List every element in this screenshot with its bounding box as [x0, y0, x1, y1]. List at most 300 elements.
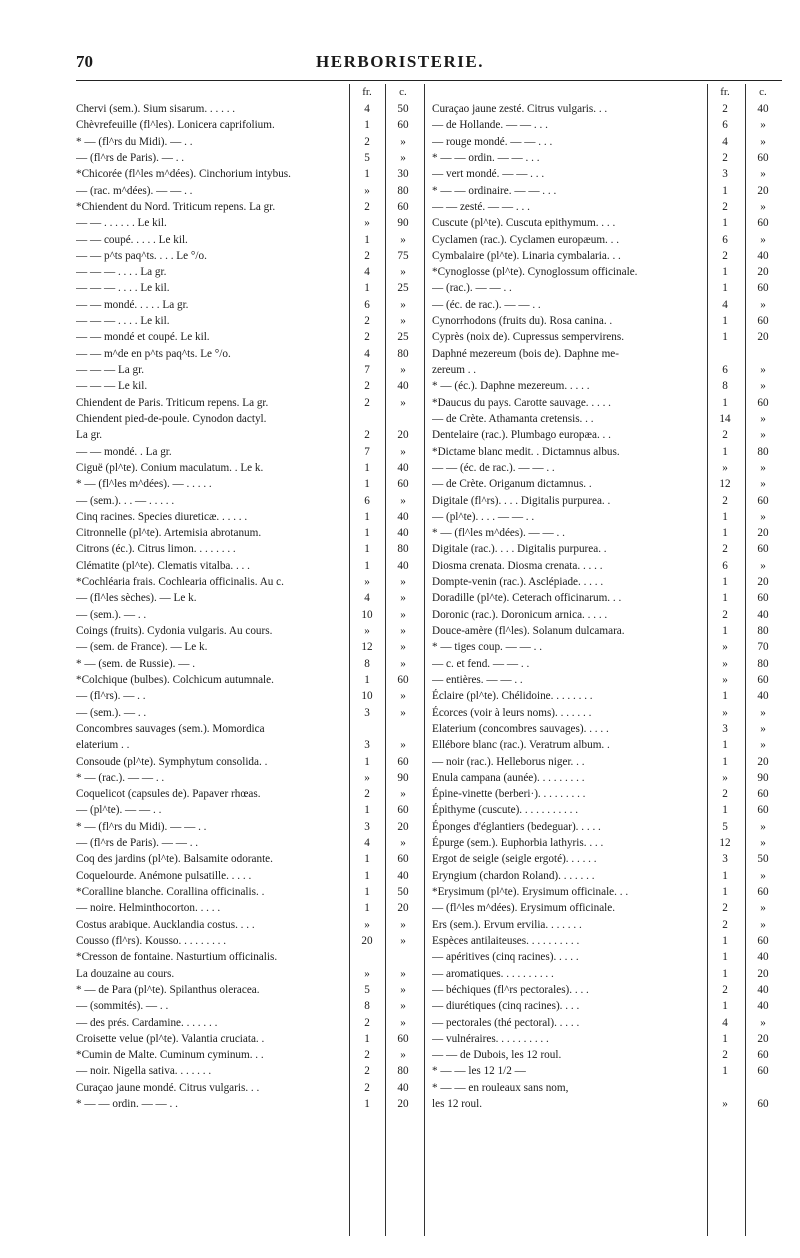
entry-row — [76, 541, 422, 557]
entry-row — [76, 280, 422, 296]
price-centimes: » — [400, 1016, 406, 1029]
price-francs: 8 — [364, 1000, 370, 1013]
left-column — [76, 84, 422, 1112]
price-francs: 3 — [722, 168, 728, 181]
entry-name: — (sem.). — . . — [76, 608, 147, 621]
entry-row — [432, 427, 782, 443]
entry-row — [432, 900, 782, 916]
entry-name: *Coralline blanche. Corallina officinalis. . — [76, 886, 265, 898]
price-francs: 6 — [722, 119, 728, 132]
price-centimes: » — [400, 983, 406, 996]
entry-row — [76, 656, 422, 672]
entry-name: *Dictame blanc medit. . Dictamnus albus. — [432, 445, 620, 458]
price-francs: 1 — [722, 934, 728, 947]
entry-name: Citrons (éc.). Citrus limon. . . . . . . . — [76, 543, 236, 556]
price-centimes: 80 — [397, 184, 409, 197]
entry-row — [432, 509, 782, 525]
price-centimes: » — [400, 576, 406, 589]
price-francs: 6 — [364, 298, 370, 311]
price-centimes: 40 — [397, 1081, 409, 1094]
price-francs: 2 — [722, 902, 728, 915]
entry-name: — (rac.). — — . . — [432, 282, 512, 295]
price-francs: 8 — [722, 380, 728, 393]
entry-row — [76, 574, 422, 590]
price-francs: » — [364, 771, 370, 784]
price-centimes: 60 — [757, 282, 769, 295]
price-centimes: 40 — [397, 461, 409, 474]
price-francs: 1 — [722, 739, 728, 752]
entry-name: *Cynoglosse (pl^te). Cynoglossum officinale. — [432, 266, 638, 279]
entry-name: * — — ordin. — — . . — [76, 1098, 178, 1111]
entry-name: — pectorales (thé pectoral). . . . . — [432, 1016, 580, 1029]
price-francs: 2 — [722, 1049, 728, 1062]
entry-row — [76, 917, 422, 933]
price-centimes: » — [400, 837, 406, 850]
entry-row — [76, 411, 422, 427]
entry-row — [76, 884, 422, 900]
price-francs: 5 — [722, 820, 728, 833]
entry-name: *Chiendent du Nord. Triticum repens. La gr. — [76, 200, 276, 213]
price-francs: 1 — [364, 527, 370, 540]
price-centimes: 60 — [397, 119, 409, 132]
price-centimes: 80 — [757, 445, 769, 458]
price-francs: » — [722, 771, 728, 784]
entry-name: — (rac. m^dées). — — . . — [76, 184, 193, 197]
entry-row — [76, 117, 422, 133]
price-centimes: » — [760, 380, 766, 393]
price-francs: 1 — [722, 886, 728, 898]
entry-name: — — p^ts paq^ts. . . . Le °/o. — [76, 249, 207, 262]
price-centimes: 20 — [757, 331, 769, 344]
price-centimes: » — [400, 690, 406, 703]
entry-name: Cyprès (noix de). Cupressus sempervirens. — [432, 331, 625, 344]
price-francs: 14 — [719, 412, 731, 425]
price-centimes: » — [760, 135, 766, 148]
price-francs: 2 — [364, 249, 370, 262]
price-francs: 1 — [364, 510, 370, 523]
entry-name: * — — les 12 1/2 — — [432, 1065, 526, 1078]
entry-row — [76, 264, 422, 280]
price-centimes: 60 — [757, 543, 769, 556]
price-centimes: » — [400, 1000, 406, 1013]
entry-name: Ers (sem.). Ervum ervilia. . . . . . . — [432, 918, 582, 931]
column-divider — [385, 84, 386, 1236]
entry-name: Écorces (voir à leurs noms). . . . . . . — [432, 706, 592, 719]
entry-name: Cyclamen (rac.). Cyclamen europæum. . . — [432, 233, 620, 246]
entry-name: *Colchique (bulbes). Colchicum autumnale. — [76, 673, 274, 686]
price-francs: 1 — [364, 755, 370, 768]
entry-row — [432, 590, 782, 606]
price-centimes: 60 — [397, 1032, 409, 1045]
entry-row — [76, 851, 422, 867]
price-centimes: 60 — [757, 804, 769, 817]
price-francs: 2 — [722, 200, 728, 213]
price-centimes: 60 — [757, 1049, 769, 1062]
entry-name: Chiendent de Paris. Triticum repens. La gr. — [76, 396, 269, 409]
price-francs: » — [722, 461, 728, 474]
entry-name: *Cochléaria frais. Cochlearia officinalis. Au c. — [76, 576, 284, 589]
price-francs: 4 — [364, 103, 370, 115]
price-francs: 6 — [722, 364, 728, 376]
entry-row — [432, 623, 782, 639]
entry-name: — — coupé. . . . . Le kil. — [76, 233, 188, 246]
price-centimes: 20 — [397, 1098, 409, 1111]
entry-row — [432, 460, 782, 476]
price-francs: 2 — [722, 103, 728, 115]
entry-row — [76, 476, 422, 492]
price-centimes: 80 — [397, 1065, 409, 1078]
price-centimes: » — [760, 461, 766, 474]
price-francs: 6 — [722, 233, 728, 246]
price-francs: 2 — [364, 1065, 370, 1078]
entry-name: Digitale (fl^rs). . . . Digitalis purpurea. . — [432, 494, 611, 507]
entry-row — [432, 117, 782, 133]
price-centimes: 20 — [757, 1032, 769, 1045]
price-centimes: » — [400, 494, 406, 507]
entry-row — [432, 770, 782, 786]
entry-row — [76, 362, 422, 378]
entry-row — [432, 688, 782, 704]
price-centimes: 40 — [397, 559, 409, 572]
entry-name: — (sem.). . . — . . . . . — [76, 494, 175, 507]
entry-row — [432, 444, 782, 460]
price-francs: 2 — [364, 788, 370, 801]
entry-row — [432, 1047, 782, 1063]
price-francs: » — [364, 918, 370, 931]
price-centimes: 25 — [397, 282, 409, 295]
price-centimes: » — [400, 151, 406, 164]
entry-name: — noire. Helminthocorton. . . . . — [76, 902, 221, 915]
entry-name: * — (fl^rs du Midi). — — . . — [76, 820, 207, 833]
entry-name: — (fl^les m^dées). Erysimum officinale. — [432, 902, 616, 915]
price-francs: 1 — [364, 886, 370, 898]
entry-row — [76, 998, 422, 1014]
entry-name: Épine-vinette (berberi·). . . . . . . . . — [432, 788, 586, 801]
price-francs: » — [722, 706, 728, 719]
entry-name: — noir (rac.). Helleborus niger. . . — [432, 755, 585, 768]
entry-row — [432, 362, 782, 378]
price-centimes: » — [760, 200, 766, 213]
entry-name: Eryngium (chardon Roland). . . . . . . — [432, 869, 595, 882]
price-francs: 5 — [364, 151, 370, 164]
price-francs: 2 — [722, 429, 728, 442]
price-centimes: 60 — [757, 886, 769, 898]
entry-row — [76, 819, 422, 835]
price-centimes: » — [400, 641, 406, 654]
entry-name: — diurétiques (cinq racines). . . . — [432, 1000, 580, 1013]
price-centimes: 80 — [397, 543, 409, 556]
entry-row — [76, 101, 422, 117]
entry-name: — rouge mondé. — — . . . — [432, 135, 553, 148]
entry-row — [76, 1096, 422, 1112]
price-centimes: 40 — [757, 1000, 769, 1013]
price-centimes: 70 — [757, 641, 769, 654]
price-francs: 4 — [364, 837, 370, 850]
entry-row — [432, 982, 782, 998]
entry-row — [76, 313, 422, 329]
price-centimes: 60 — [757, 1098, 769, 1111]
column-divider — [707, 84, 708, 1236]
price-centimes: 20 — [397, 820, 409, 833]
entry-row — [432, 525, 782, 541]
entry-name: — — . . . . . . Le kil. — [76, 217, 167, 230]
entry-row — [76, 460, 422, 476]
price-francs: 2 — [364, 135, 370, 148]
entry-row — [432, 819, 782, 835]
price-francs: 1 — [364, 853, 370, 866]
price-centimes: 60 — [757, 788, 769, 801]
entry-row — [432, 493, 782, 509]
entry-name: Enula campana (aunée). . . . . . . . . — [432, 771, 585, 784]
price-centimes: 40 — [757, 983, 769, 996]
entry-row — [76, 802, 422, 818]
entry-row — [76, 378, 422, 394]
entry-row — [432, 248, 782, 264]
price-francs: 2 — [364, 380, 370, 393]
entry-name: — — m^de en p^ts paq^ts. Le °/o. — [76, 347, 231, 360]
entry-name: Dentelaire (rac.). Plumbago europæa. . . — [432, 429, 611, 442]
price-francs: 1 — [364, 804, 370, 817]
entry-row — [432, 802, 782, 818]
entry-row — [76, 215, 422, 231]
entry-name: Cuscute (pl^te). Cuscuta epithymum. . . . — [432, 217, 616, 230]
entry-name: * — — ordin. — — . . . — [432, 151, 540, 164]
price-centimes: » — [400, 706, 406, 719]
entry-row — [76, 705, 422, 721]
price-francs: 1 — [722, 951, 728, 964]
entry-name: — — mondé et coupé. Le kil. — [76, 331, 210, 344]
entry-row — [432, 378, 782, 394]
price-centimes: » — [400, 934, 406, 947]
entry-name: *Cresson de fontaine. Nasturtium officinalis. — [76, 951, 278, 964]
entry-name: zereum . . — [432, 364, 477, 376]
entry-name: * — (fl^rs du Midi). — . . — [76, 135, 193, 148]
price-centimes: 60 — [397, 853, 409, 866]
entry-row — [76, 786, 422, 802]
entry-name: Cymbalaire (pl^te). Linaria cymbalaria. . . — [432, 249, 621, 262]
price-francs: 1 — [722, 510, 728, 523]
entry-name: * — (rac.). — — . . — [76, 771, 165, 784]
entry-row — [432, 1015, 782, 1031]
entry-name: * — (éc.). Daphne mezereum. . . . . — [432, 380, 590, 393]
entry-row — [432, 868, 782, 884]
price-centimes: 50 — [397, 103, 409, 115]
entry-name: Chervi (sem.). Sium sisarum. . . . . . — [76, 103, 236, 115]
price-centimes: » — [760, 820, 766, 833]
entry-name: La gr. — [76, 429, 103, 442]
page-title: HERBORISTERIE. — [316, 52, 484, 71]
price-francs: 3 — [364, 820, 370, 833]
entry-name: Coquelicot (capsules de). Papaver rhœas. — [76, 788, 261, 801]
entry-name: — béchiques (fl^rs pectorales). . . . — [432, 983, 589, 996]
price-centimes: » — [400, 1049, 406, 1062]
entry-row — [76, 639, 422, 655]
entry-row — [76, 623, 422, 639]
price-centimes: 60 — [757, 494, 769, 507]
price-centimes: 20 — [757, 184, 769, 197]
price-centimes: » — [760, 510, 766, 523]
price-francs: 1 — [364, 282, 370, 295]
price-francs: 1 — [722, 184, 728, 197]
price-centimes: » — [760, 412, 766, 425]
entry-row — [432, 166, 782, 182]
entry-name: — (pl^te). . . . — — . . — [432, 510, 535, 523]
entry-name: Cousso (fl^rs). Kousso. . . . . . . . . — [76, 934, 227, 947]
entry-row — [432, 297, 782, 313]
price-centimes: 40 — [397, 527, 409, 540]
price-centimes: » — [400, 625, 406, 637]
entry-row — [76, 199, 422, 215]
price-centimes: 60 — [757, 315, 769, 328]
price-francs: 1 — [722, 755, 728, 768]
price-centimes: » — [760, 837, 766, 850]
price-centimes: 60 — [757, 396, 769, 409]
entry-row — [76, 395, 422, 411]
price-francs: 2 — [722, 983, 728, 996]
entry-row — [76, 966, 422, 982]
price-centimes: 60 — [757, 1065, 769, 1078]
entry-name: * — (fl^les m^dées). — — . . — [432, 527, 565, 540]
price-francs: 1 — [722, 1032, 728, 1045]
price-francs: 2 — [364, 200, 370, 213]
price-centimes: » — [400, 918, 406, 931]
price-centimes: 20 — [757, 755, 769, 768]
price-francs: 2 — [722, 249, 728, 262]
price-francs: 1 — [364, 1098, 370, 1111]
price-francs: » — [722, 641, 728, 654]
entry-row — [76, 183, 422, 199]
entry-row — [432, 754, 782, 770]
price-centimes: » — [760, 364, 766, 376]
entry-name: * — de Para (pl^te). Spilanthus oleracea. — [76, 983, 260, 996]
entry-name: — (éc. de rac.). — — . . — [432, 298, 541, 311]
entry-name: — de Crète. Athamanta cretensis. . . — [432, 412, 594, 425]
price-centimes: 60 — [757, 592, 769, 605]
price-centimes: » — [400, 135, 406, 148]
entry-row — [432, 1063, 782, 1079]
entry-name: — noir. Nigella sativa. . . . . . . — [76, 1065, 212, 1078]
price-centimes: 20 — [397, 429, 409, 442]
price-centimes: 80 — [757, 625, 769, 637]
price-centimes: » — [760, 1016, 766, 1029]
entry-name: Curaçao jaune mondé. Citrus vulgaris. . . — [76, 1081, 260, 1094]
entry-row — [432, 607, 782, 623]
price-francs: 6 — [364, 494, 370, 507]
price-centimes: 60 — [397, 200, 409, 213]
entry-name: — des prés. Cardamine. . . . . . . — [76, 1016, 218, 1029]
price-francs: 2 — [364, 1081, 370, 1094]
price-francs: 5 — [364, 983, 370, 996]
price-centimes: » — [400, 967, 406, 980]
entry-name: Chèvrefeuille (fl^les). Lonicera caprifolium. — [76, 119, 275, 132]
price-centimes: 30 — [397, 168, 409, 181]
price-francs: 10 — [361, 690, 373, 703]
price-centimes: 40 — [757, 103, 769, 115]
entry-row — [76, 509, 422, 525]
entry-row — [432, 395, 782, 411]
price-francs: 8 — [364, 657, 370, 670]
price-centimes: 60 — [757, 151, 769, 164]
price-centimes: 90 — [757, 771, 769, 784]
price-centimes: » — [760, 722, 766, 735]
price-francs: 4 — [364, 347, 370, 360]
entry-row — [432, 134, 782, 150]
entry-row — [76, 1080, 422, 1096]
entry-row — [432, 1031, 782, 1047]
entry-name: Clématite (pl^te). Clematis vitalba. . . . — [76, 559, 250, 572]
entry-row — [432, 884, 782, 900]
price-centimes: » — [400, 592, 406, 605]
price-centimes: 60 — [397, 755, 409, 768]
price-francs: 2 — [722, 788, 728, 801]
price-francs: 20 — [361, 934, 373, 947]
page-number: 70 — [76, 52, 93, 71]
entry-name: Éclaire (pl^te). Chélidoine. . . . . . . . — [432, 690, 593, 703]
entry-row — [76, 1015, 422, 1031]
price-francs: 7 — [364, 364, 370, 376]
entry-name: * — tiges coup. — — . . — [432, 641, 543, 654]
entry-row — [432, 737, 782, 753]
entry-name: Costus arabique. Aucklandia costus. . . . — [76, 918, 255, 931]
price-francs: » — [722, 673, 728, 686]
price-francs: 1 — [722, 1000, 728, 1013]
entry-name: Digitale (rac.). . . . Digitalis purpurea. . — [432, 543, 607, 556]
entry-name: Ergot de seigle (seigle ergoté). . . . . . — [432, 853, 597, 866]
right-entry-list — [432, 101, 782, 1112]
entry-row — [432, 313, 782, 329]
price-centimes: 40 — [397, 510, 409, 523]
price-centimes: 60 — [757, 934, 769, 947]
price-francs: 1 — [364, 543, 370, 556]
price-francs: 1 — [722, 266, 728, 279]
entry-name: Curaçao jaune zesté. Citrus vulgaris. . . — [432, 103, 608, 115]
price-francs: 2 — [722, 608, 728, 621]
price-centimes: 40 — [757, 951, 769, 964]
price-francs: 1 — [722, 396, 728, 409]
price-centimes: » — [760, 869, 766, 882]
entry-name: — vert mondé. — — . . . — [432, 168, 545, 181]
entry-name: — (fl^rs). — . . — [76, 690, 146, 703]
entry-name: Citronnelle (pl^te). Artemisia abrotanum. — [76, 527, 262, 540]
price-centimes: » — [400, 298, 406, 311]
entry-name: — aromatiques. . . . . . . . . . — [432, 967, 554, 980]
entry-name: Ciguë (pl^te). Conium maculatum. . Le k. — [76, 461, 264, 474]
price-centimes: » — [400, 233, 406, 246]
entry-row — [432, 639, 782, 655]
entry-name: *Cumin de Malte. Cuminum cyminum. . . — [76, 1049, 264, 1062]
entry-row — [76, 297, 422, 313]
price-francs: 2 — [722, 151, 728, 164]
price-centimes: 20 — [757, 967, 769, 980]
price-centimes: 60 — [757, 217, 769, 230]
entry-name: — (fl^rs de Paris). — . . — [76, 151, 185, 164]
entry-name: Doradille (pl^te). Ceterach officinarum. . . — [432, 592, 622, 605]
price-francs: 2 — [364, 1049, 370, 1062]
price-centimes: » — [760, 119, 766, 132]
price-francs: 3 — [722, 722, 728, 735]
price-francs: 1 — [364, 478, 370, 491]
entry-name: Croisette velue (pl^te). Valantia cruciata. . — [76, 1032, 265, 1045]
entry-row — [432, 101, 782, 117]
price-centimes: » — [760, 902, 766, 915]
entry-name: Doronic (rac.). Doronicum arnica. . . . . — [432, 608, 608, 621]
price-francs: 1 — [722, 331, 728, 344]
fr-column-label: fr. — [362, 86, 372, 98]
price-francs: 1 — [364, 559, 370, 572]
entry-row — [76, 1031, 422, 1047]
entry-name: Concombres sauvages (sem.). Momordica — [76, 722, 265, 735]
entry-row — [432, 476, 782, 492]
